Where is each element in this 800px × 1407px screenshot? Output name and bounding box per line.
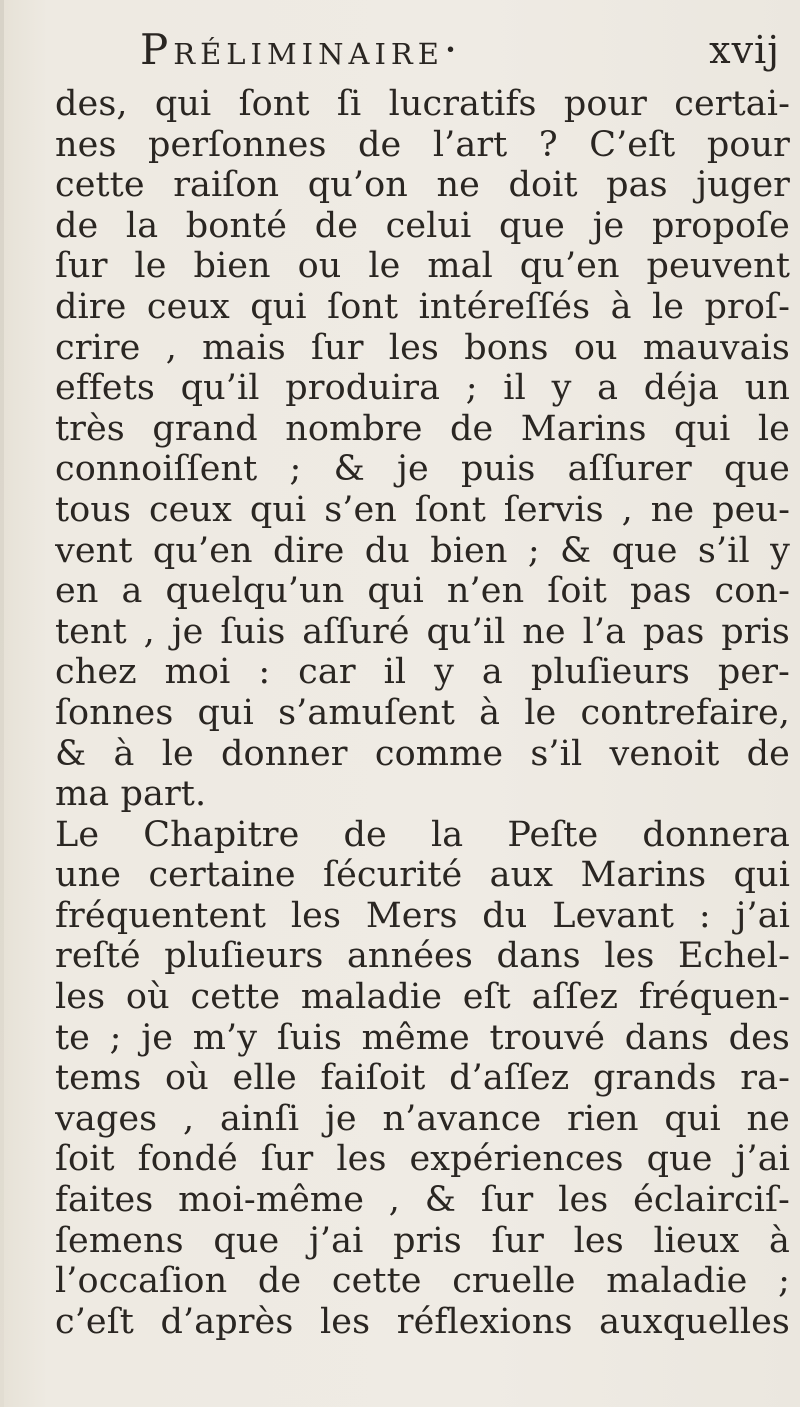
text-line: des, qui ſont ſi lucratifs pour certai- [55, 84, 790, 124]
text-line: ſoit fondé ſur les expériences que j’ai [55, 1139, 790, 1180]
text-line: ma part. [55, 774, 207, 815]
text-line: ſemens que j’ai pris ſur les lieux à [55, 1220, 790, 1261]
text-line: fréquentent les Mers du Levant : j’ai [55, 895, 790, 936]
text-line: c’eſt d’après les réflexions auxquelles [55, 1301, 790, 1342]
text-line: dire ceux qui ſont intéreſſés à le proſ- [55, 286, 790, 327]
running-header [140, 10, 780, 90]
page-gutter-shadow [0, 0, 4, 1407]
text-line: les où cette maladie eſt aſſez fréquen- [55, 977, 790, 1018]
text-line: cette raiſon qu’on ne doit pas juger [55, 165, 790, 206]
text-line: tent , je ſuis aſſuré qu’il ne l’a pas pris [55, 611, 790, 652]
text-line: vent qu’en dire du bien ; & que s’il y [55, 530, 790, 571]
page-folio: xvij [709, 28, 780, 72]
text-line: faites moi-même , & ſur les éclairciſ- [55, 1180, 790, 1221]
text-line: te ; je m’y ſuis même trouvé dans des [55, 1017, 790, 1058]
text-line: effets qu’il produira ; il y a déja un [55, 368, 790, 409]
text-line: tems où elle faiſoit d’aſſez grands ra- [55, 1058, 790, 1099]
text-line: & à le donner comme s’il venoit de [55, 733, 790, 774]
text-line: en a quelqu’un qui n’en ſoit pas con- [55, 571, 790, 612]
text-line: très grand nombre de Marins qui le [55, 408, 790, 449]
text-line: une certaine ſécurité aux Marins qui [55, 855, 790, 896]
text-line: nes perſonnes de l’art ? C’eſt pour [55, 124, 790, 165]
running-title: Préliminaire· [140, 25, 463, 74]
text-line: vages , ainſi je n’avance rien qui ne [55, 1098, 790, 1139]
text-line: chez moi : car il y a pluſieurs per- [55, 652, 790, 693]
text-line: de la bonté de celui que je propoſe [55, 205, 790, 246]
text-line: crire , mais ſur les bons ou mauvais [55, 327, 790, 368]
text-line: ſonnes qui s’amuſent à le contrefaire, [55, 692, 790, 733]
text-line: l’occaſion de cette cruelle maladie ; [55, 1261, 790, 1302]
text-line: tous ceux qui s’en ſont ſervis , ne peu- [55, 489, 790, 530]
text-line: reſté pluſieurs années dans les Echel- [55, 936, 790, 977]
text-line: Le Chapitre de la Peſte donnera [55, 814, 790, 855]
text-line: ſur le bien ou le mal qu’en peuvent [55, 246, 790, 287]
body-text [55, 84, 790, 1342]
text-line: connoiſſent ; & je puis aſſurer que [55, 449, 790, 490]
